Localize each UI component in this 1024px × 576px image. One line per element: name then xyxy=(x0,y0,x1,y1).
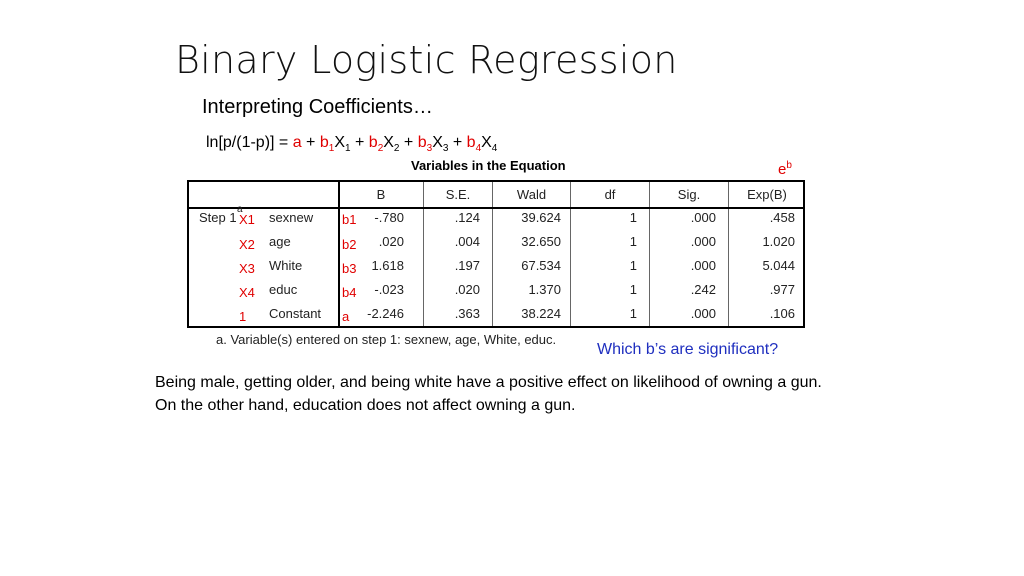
variable-name: White xyxy=(269,258,303,273)
expb-value: .106 xyxy=(769,306,795,321)
row-coef-label: b4 xyxy=(342,285,357,300)
row-coef-label: b3 xyxy=(342,261,357,276)
table-divider xyxy=(338,182,340,326)
b-value: -2.246 xyxy=(367,306,404,321)
exp-b-annotation: $e^b$ xyxy=(778,160,792,178)
expb-value: .458 xyxy=(769,210,795,225)
row-coef-label: a xyxy=(342,309,350,324)
slide-title: Binary Logistic Regression xyxy=(175,38,678,82)
b-value: -.780 xyxy=(374,210,404,225)
equation-lhs: ln[p/(1-p)] = xyxy=(206,134,293,151)
df-value: 1 xyxy=(629,210,637,225)
df-value: 1 xyxy=(629,282,637,297)
column-header-wald: Wald xyxy=(516,187,547,202)
column-divider xyxy=(492,182,493,326)
b-value: .020 xyxy=(378,234,404,249)
column-header-se: S.E. xyxy=(445,187,471,202)
logit-equation: $\ln[p/(1-p)] = a + b_1X_1 + b_2X_2 + b_3X_3 + b_4X_4$ xyxy=(206,134,498,155)
row-x-label: X3 xyxy=(239,261,255,276)
column-divider xyxy=(423,182,424,326)
column-header-df: df xyxy=(604,187,616,202)
sig-value: .000 xyxy=(690,210,716,225)
column-divider xyxy=(728,182,729,326)
row-x-label: X1 xyxy=(239,212,255,227)
equation-intercept: a xyxy=(292,134,302,151)
expb-value: .977 xyxy=(769,282,795,297)
sig-value: .242 xyxy=(690,282,716,297)
b-value: -.023 xyxy=(374,282,404,297)
row-x-label: 1 xyxy=(239,309,247,324)
table-footnote: a. Variable(s) entered on step 1: sexnew, age, White, educ. xyxy=(216,332,557,347)
expb-value: 1.020 xyxy=(762,234,795,249)
conclusion-text: Being male, getting older, and being white have a positive effect on likelihood of owning a gun. On the other hand, education does not affect owning a gun. xyxy=(155,374,822,414)
header-divider xyxy=(189,207,803,209)
sig-value: .000 xyxy=(690,306,716,321)
wald-value: 39.624 xyxy=(521,210,561,225)
expb-value: 5.044 xyxy=(762,258,795,273)
column-header-sig: Sig. xyxy=(677,187,701,202)
se-value: .124 xyxy=(454,210,480,225)
se-value: .197 xyxy=(454,258,480,273)
slide-subtitle: Interpreting Coefficients… xyxy=(202,96,433,118)
column-header-expb: Exp(B) xyxy=(747,187,787,202)
row-x-label: X4 xyxy=(239,285,255,300)
row-x-label: X2 xyxy=(239,237,255,252)
step-footnote-marker: a xyxy=(237,204,243,215)
step-label: Step 1 xyxy=(199,210,237,225)
se-value: .020 xyxy=(454,282,480,297)
column-header-b: B xyxy=(376,187,386,202)
df-value: 1 xyxy=(629,306,637,321)
significance-question: Which b’s are significant? xyxy=(597,341,779,358)
variable-name: Constant xyxy=(269,306,322,321)
variable-name: age xyxy=(269,234,291,249)
variables-in-equation-table xyxy=(187,180,805,328)
column-divider xyxy=(649,182,650,326)
se-value: .004 xyxy=(454,234,480,249)
df-value: 1 xyxy=(629,258,637,273)
table-title: Variables in the Equation xyxy=(411,158,566,173)
row-coef-label: b2 xyxy=(342,237,357,252)
df-value: 1 xyxy=(629,234,637,249)
sig-value: .000 xyxy=(690,234,716,249)
se-value: .363 xyxy=(454,306,480,321)
wald-value: 1.370 xyxy=(528,282,561,297)
wald-value: 38.224 xyxy=(521,306,561,321)
wald-value: 32.650 xyxy=(521,234,561,249)
row-coef-label: b1 xyxy=(342,212,357,227)
sig-value: .000 xyxy=(690,258,716,273)
variable-name: sexnew xyxy=(269,210,314,225)
wald-value: 67.534 xyxy=(521,258,561,273)
variable-name: educ xyxy=(269,282,298,297)
column-divider xyxy=(570,182,571,326)
b-value: 1.618 xyxy=(371,258,404,273)
